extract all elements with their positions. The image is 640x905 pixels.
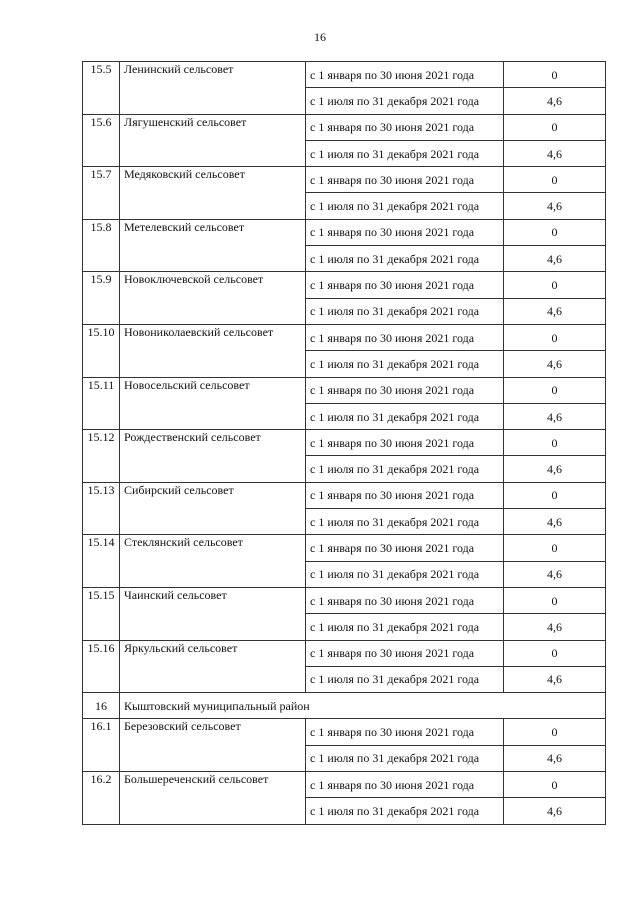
district-name: Кыштовский муниципальный район <box>120 693 606 719</box>
rate-value-second-half: 4,6 <box>504 351 606 377</box>
period-second-half: с 1 июля по 31 декабря 2021 года <box>306 509 504 535</box>
rate-value-first-half: 0 <box>504 430 606 456</box>
period-second-half: с 1 июля по 31 декабря 2021 года <box>306 798 504 824</box>
row-number: 15.5 <box>83 62 120 115</box>
period-first-half: с 1 января по 30 июня 2021 года <box>306 482 504 508</box>
settlement-name: Лягушенский сельсовет <box>120 114 306 167</box>
table-row <box>83 482 606 508</box>
table-row <box>83 535 606 561</box>
rate-value-second-half: 4,6 <box>504 745 606 771</box>
table-row <box>83 324 606 350</box>
rate-value-second-half: 4,6 <box>504 798 606 824</box>
table-row <box>83 377 606 403</box>
period-first-half: с 1 января по 30 июня 2021 года <box>306 719 504 745</box>
period-first-half: с 1 января по 30 июня 2021 года <box>306 324 504 350</box>
table-row <box>83 772 606 798</box>
rate-value-first-half: 0 <box>504 719 606 745</box>
rate-value-second-half: 4,6 <box>504 666 606 692</box>
period-second-half: с 1 июля по 31 декабря 2021 года <box>306 88 504 114</box>
settlement-name: Яркульский сельсовет <box>120 640 306 693</box>
period-second-half: с 1 июля по 31 декабря 2021 года <box>306 745 504 771</box>
period-first-half: с 1 января по 30 июня 2021 года <box>306 114 504 140</box>
period-first-half: с 1 января по 30 июня 2021 года <box>306 535 504 561</box>
row-number: 15.16 <box>83 640 120 693</box>
period-first-half: с 1 января по 30 июня 2021 года <box>306 219 504 245</box>
settlement-name: Новониколаевский сельсовет <box>120 324 306 377</box>
settlement-name: Чаинский сельсовет <box>120 587 306 640</box>
row-number: 15.8 <box>83 219 120 272</box>
rates-table-body <box>83 62 606 825</box>
table-row <box>83 219 606 245</box>
rate-value-first-half: 0 <box>504 482 606 508</box>
rates-table <box>82 61 606 825</box>
period-first-half: с 1 января по 30 июня 2021 года <box>306 640 504 666</box>
rate-value-second-half: 4,6 <box>504 140 606 166</box>
row-number: 15.6 <box>83 114 120 167</box>
row-number: 15.14 <box>83 535 120 588</box>
period-first-half: с 1 января по 30 июня 2021 года <box>306 377 504 403</box>
rate-value-first-half: 0 <box>504 324 606 350</box>
district-number: 16 <box>83 693 120 719</box>
table-row <box>83 62 606 88</box>
row-number: 15.15 <box>83 587 120 640</box>
rate-value-first-half: 0 <box>504 219 606 245</box>
period-second-half: с 1 июля по 31 декабря 2021 года <box>306 614 504 640</box>
settlement-name: Березовский сельсовет <box>120 719 306 772</box>
rate-value-second-half: 4,6 <box>504 246 606 272</box>
rate-value-first-half: 0 <box>504 640 606 666</box>
settlement-name: Медяковский сельсовет <box>120 167 306 220</box>
period-second-half: с 1 июля по 31 декабря 2021 года <box>306 246 504 272</box>
row-number: 15.12 <box>83 430 120 483</box>
page-number: 16 <box>314 30 326 44</box>
rate-value-second-half: 4,6 <box>504 193 606 219</box>
district-row <box>83 693 606 719</box>
settlement-name: Рождественский сельсовет <box>120 430 306 483</box>
settlement-name: Новосельский сельсовет <box>120 377 306 430</box>
table-row <box>83 719 606 745</box>
period-first-half: с 1 января по 30 июня 2021 года <box>306 430 504 456</box>
table-row <box>83 114 606 140</box>
settlement-name: Новоключевской сельсовет <box>120 272 306 325</box>
rate-value-second-half: 4,6 <box>504 614 606 640</box>
period-first-half: с 1 января по 30 июня 2021 года <box>306 62 504 88</box>
rate-value-first-half: 0 <box>504 167 606 193</box>
row-number: 15.7 <box>83 167 120 220</box>
period-second-half: с 1 июля по 31 декабря 2021 года <box>306 140 504 166</box>
table-row <box>83 167 606 193</box>
row-number: 15.13 <box>83 482 120 535</box>
rate-value-second-half: 4,6 <box>504 298 606 324</box>
rate-value-first-half: 0 <box>504 114 606 140</box>
row-number: 16.2 <box>83 772 120 825</box>
table-row <box>83 640 606 666</box>
settlement-name: Ленинский сельсовет <box>120 62 306 115</box>
settlement-name: Сибирский сельсовет <box>120 482 306 535</box>
rate-value-second-half: 4,6 <box>504 509 606 535</box>
row-number: 16.1 <box>83 719 120 772</box>
period-first-half: с 1 января по 30 июня 2021 года <box>306 272 504 298</box>
period-second-half: с 1 июля по 31 декабря 2021 года <box>306 193 504 219</box>
rate-value-first-half: 0 <box>504 535 606 561</box>
settlement-name: Большереченский сельсовет <box>120 772 306 825</box>
period-second-half: с 1 июля по 31 декабря 2021 года <box>306 351 504 377</box>
table-row <box>83 430 606 456</box>
settlement-name: Метелевский сельсовет <box>120 219 306 272</box>
period-first-half: с 1 января по 30 июня 2021 года <box>306 587 504 613</box>
rate-value-first-half: 0 <box>504 772 606 798</box>
rate-value-second-half: 4,6 <box>504 561 606 587</box>
period-first-half: с 1 января по 30 июня 2021 года <box>306 772 504 798</box>
rate-value-second-half: 4,6 <box>504 456 606 482</box>
rate-value-first-half: 0 <box>504 272 606 298</box>
settlement-name: Стеклянский сельсовет <box>120 535 306 588</box>
period-second-half: с 1 июля по 31 декабря 2021 года <box>306 298 504 324</box>
rate-value-first-half: 0 <box>504 62 606 88</box>
row-number: 15.11 <box>83 377 120 430</box>
rate-value-first-half: 0 <box>504 377 606 403</box>
rate-value-second-half: 4,6 <box>504 403 606 429</box>
period-second-half: с 1 июля по 31 декабря 2021 года <box>306 561 504 587</box>
row-number: 15.10 <box>83 324 120 377</box>
table-row <box>83 272 606 298</box>
period-second-half: с 1 июля по 31 декабря 2021 года <box>306 666 504 692</box>
period-second-half: с 1 июля по 31 декабря 2021 года <box>306 403 504 429</box>
period-second-half: с 1 июля по 31 декабря 2021 года <box>306 456 504 482</box>
period-first-half: с 1 января по 30 июня 2021 года <box>306 167 504 193</box>
rate-value-second-half: 4,6 <box>504 88 606 114</box>
row-number: 15.9 <box>83 272 120 325</box>
table-row <box>83 587 606 613</box>
rate-value-first-half: 0 <box>504 587 606 613</box>
